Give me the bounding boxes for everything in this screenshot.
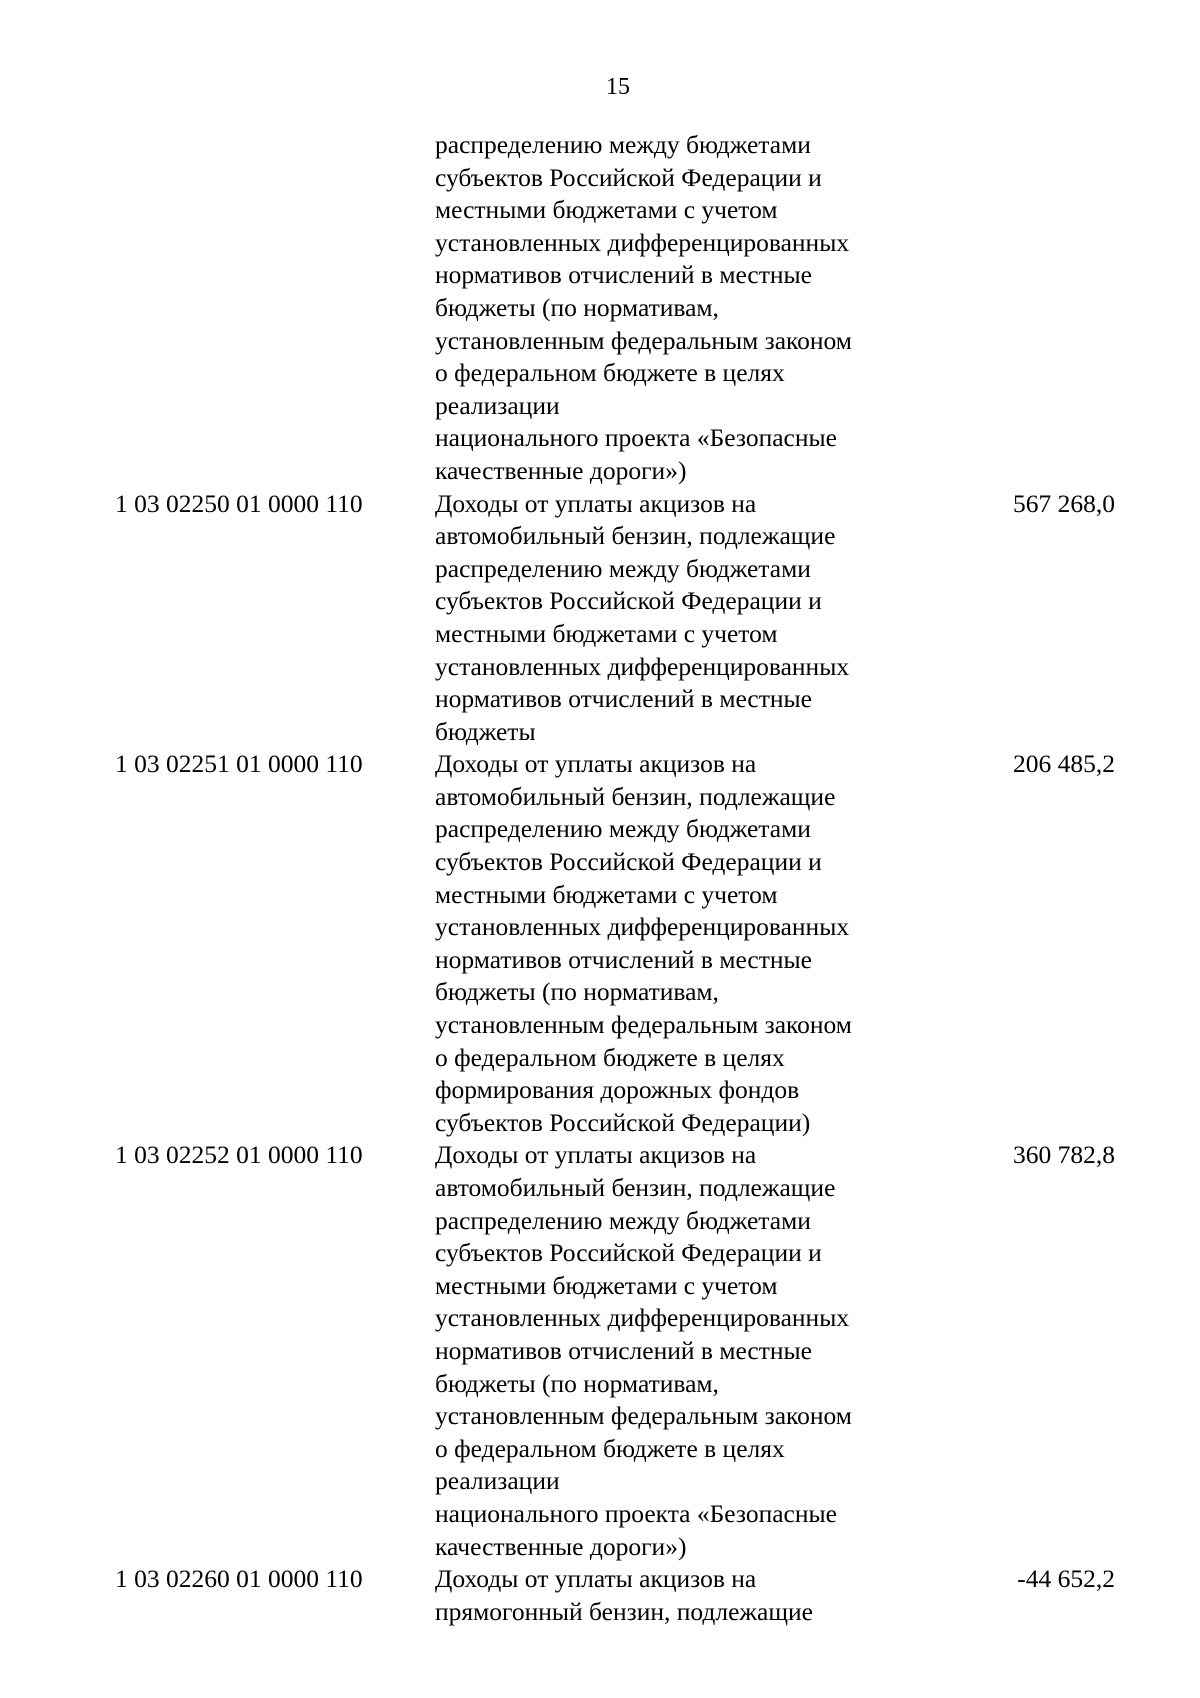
description-line: распределению между бюджетами (435, 814, 811, 844)
budget-code: 1 03 02250 01 0000 110 (115, 488, 363, 518)
description-line: о федеральном бюджете в целях (435, 1433, 785, 1463)
table-row (0, 748, 1200, 1139)
description-line: национального проекта «Безопасные (435, 423, 837, 453)
description-line: формирования дорожных фондов (435, 1075, 800, 1105)
description-line: нормативов отчислений в местные (435, 684, 812, 714)
description-line: установленным федеральным законом (435, 1401, 852, 1431)
description-line: бюджеты (по нормативам, (435, 292, 719, 322)
revenue-description (435, 129, 915, 488)
amount-value: 360 782,8 (1013, 1140, 1115, 1170)
revenue-description (435, 1139, 915, 1563)
description-line: бюджеты (по нормативам, (435, 977, 719, 1007)
description-line: реализации (435, 1466, 560, 1496)
description-line: местными бюджетами с учетом (435, 879, 778, 909)
description-line: установленным федеральным законом (435, 325, 852, 355)
description-line: установленных дифференцированных (435, 1303, 850, 1333)
budget-code: 1 03 02252 01 0000 110 (115, 1140, 363, 1170)
description-line: субъектов Российской Федерации и (435, 162, 822, 192)
description-line: Доходы от уплаты акцизов на (435, 488, 757, 518)
description-line: распределению между бюджетами (435, 1205, 811, 1235)
description-line: местными бюджетами с учетом (435, 1270, 778, 1300)
description-line: автомобильный бензин, подлежащие (435, 1173, 836, 1202)
description-line: нормативов отчислений в местные (435, 260, 812, 290)
description-line: реализации (435, 390, 560, 420)
description-line: установленным федеральным законом (435, 1010, 852, 1040)
description-line: о федеральном бюджете в целях (435, 358, 785, 388)
description-line: о федеральном бюджете в целях (435, 1042, 785, 1072)
description-line: качественные дороги») (435, 1531, 687, 1561)
description-line: нормативов отчислений в местные (435, 944, 812, 974)
description-line: местными бюджетами с учетом (435, 618, 778, 648)
revenue-description (435, 488, 915, 749)
description-line: установленных дифференцированных (435, 227, 850, 257)
budget-code: 1 03 02251 01 0000 110 (115, 749, 363, 779)
amount-value: 567 268,0 (1013, 488, 1115, 518)
description-line: автомобильный бензин, подлежащие (435, 781, 836, 811)
description-line: субъектов Российской Федерации) (435, 1107, 811, 1137)
description-line: распределению между бюджетами (435, 553, 811, 583)
revenue-description (435, 748, 915, 1139)
description-line: субъектов Российской Федерации и (435, 586, 822, 616)
table-row (0, 129, 1200, 488)
description-line: установленных дифференцированных (435, 651, 850, 681)
revenue-description (435, 1563, 915, 1628)
amount-value: 206 485,2 (1013, 749, 1115, 779)
description-line: качественные дороги») (435, 455, 687, 485)
description-line: нормативов отчислений в местные (435, 1335, 812, 1365)
budget-code: 1 03 02260 01 0000 110 (115, 1564, 363, 1594)
description-line: прямогонный бензин, подлежащие (435, 1596, 813, 1626)
revenue-table (0, 129, 1200, 1628)
description-line: субъектов Российской Федерации и (435, 1238, 822, 1268)
amount-value: -44 652,2 (1017, 1564, 1115, 1594)
description-line: Доходы от уплаты акцизов на (435, 1564, 757, 1594)
table-row (0, 1139, 1200, 1563)
description-line: бюджеты (по нормативам, (435, 1368, 719, 1398)
table-row (0, 1563, 1200, 1628)
description-line: местными бюджетами с учетом (435, 195, 778, 225)
description-line: Доходы от уплаты акцизов на (435, 1140, 757, 1170)
table-row (0, 488, 1200, 749)
description-line: автомобильный бензин, подлежащие (435, 521, 836, 551)
description-line: распределению между бюджетами (435, 130, 811, 159)
description-line: Доходы от уплаты акцизов на (435, 749, 757, 779)
description-line: субъектов Российской Федерации и (435, 847, 822, 877)
description-line: бюджеты (435, 716, 536, 746)
description-line: национального проекта «Безопасные (435, 1498, 837, 1528)
description-line: установленных дифференцированных (435, 912, 850, 942)
page-number: 15 (606, 74, 630, 100)
